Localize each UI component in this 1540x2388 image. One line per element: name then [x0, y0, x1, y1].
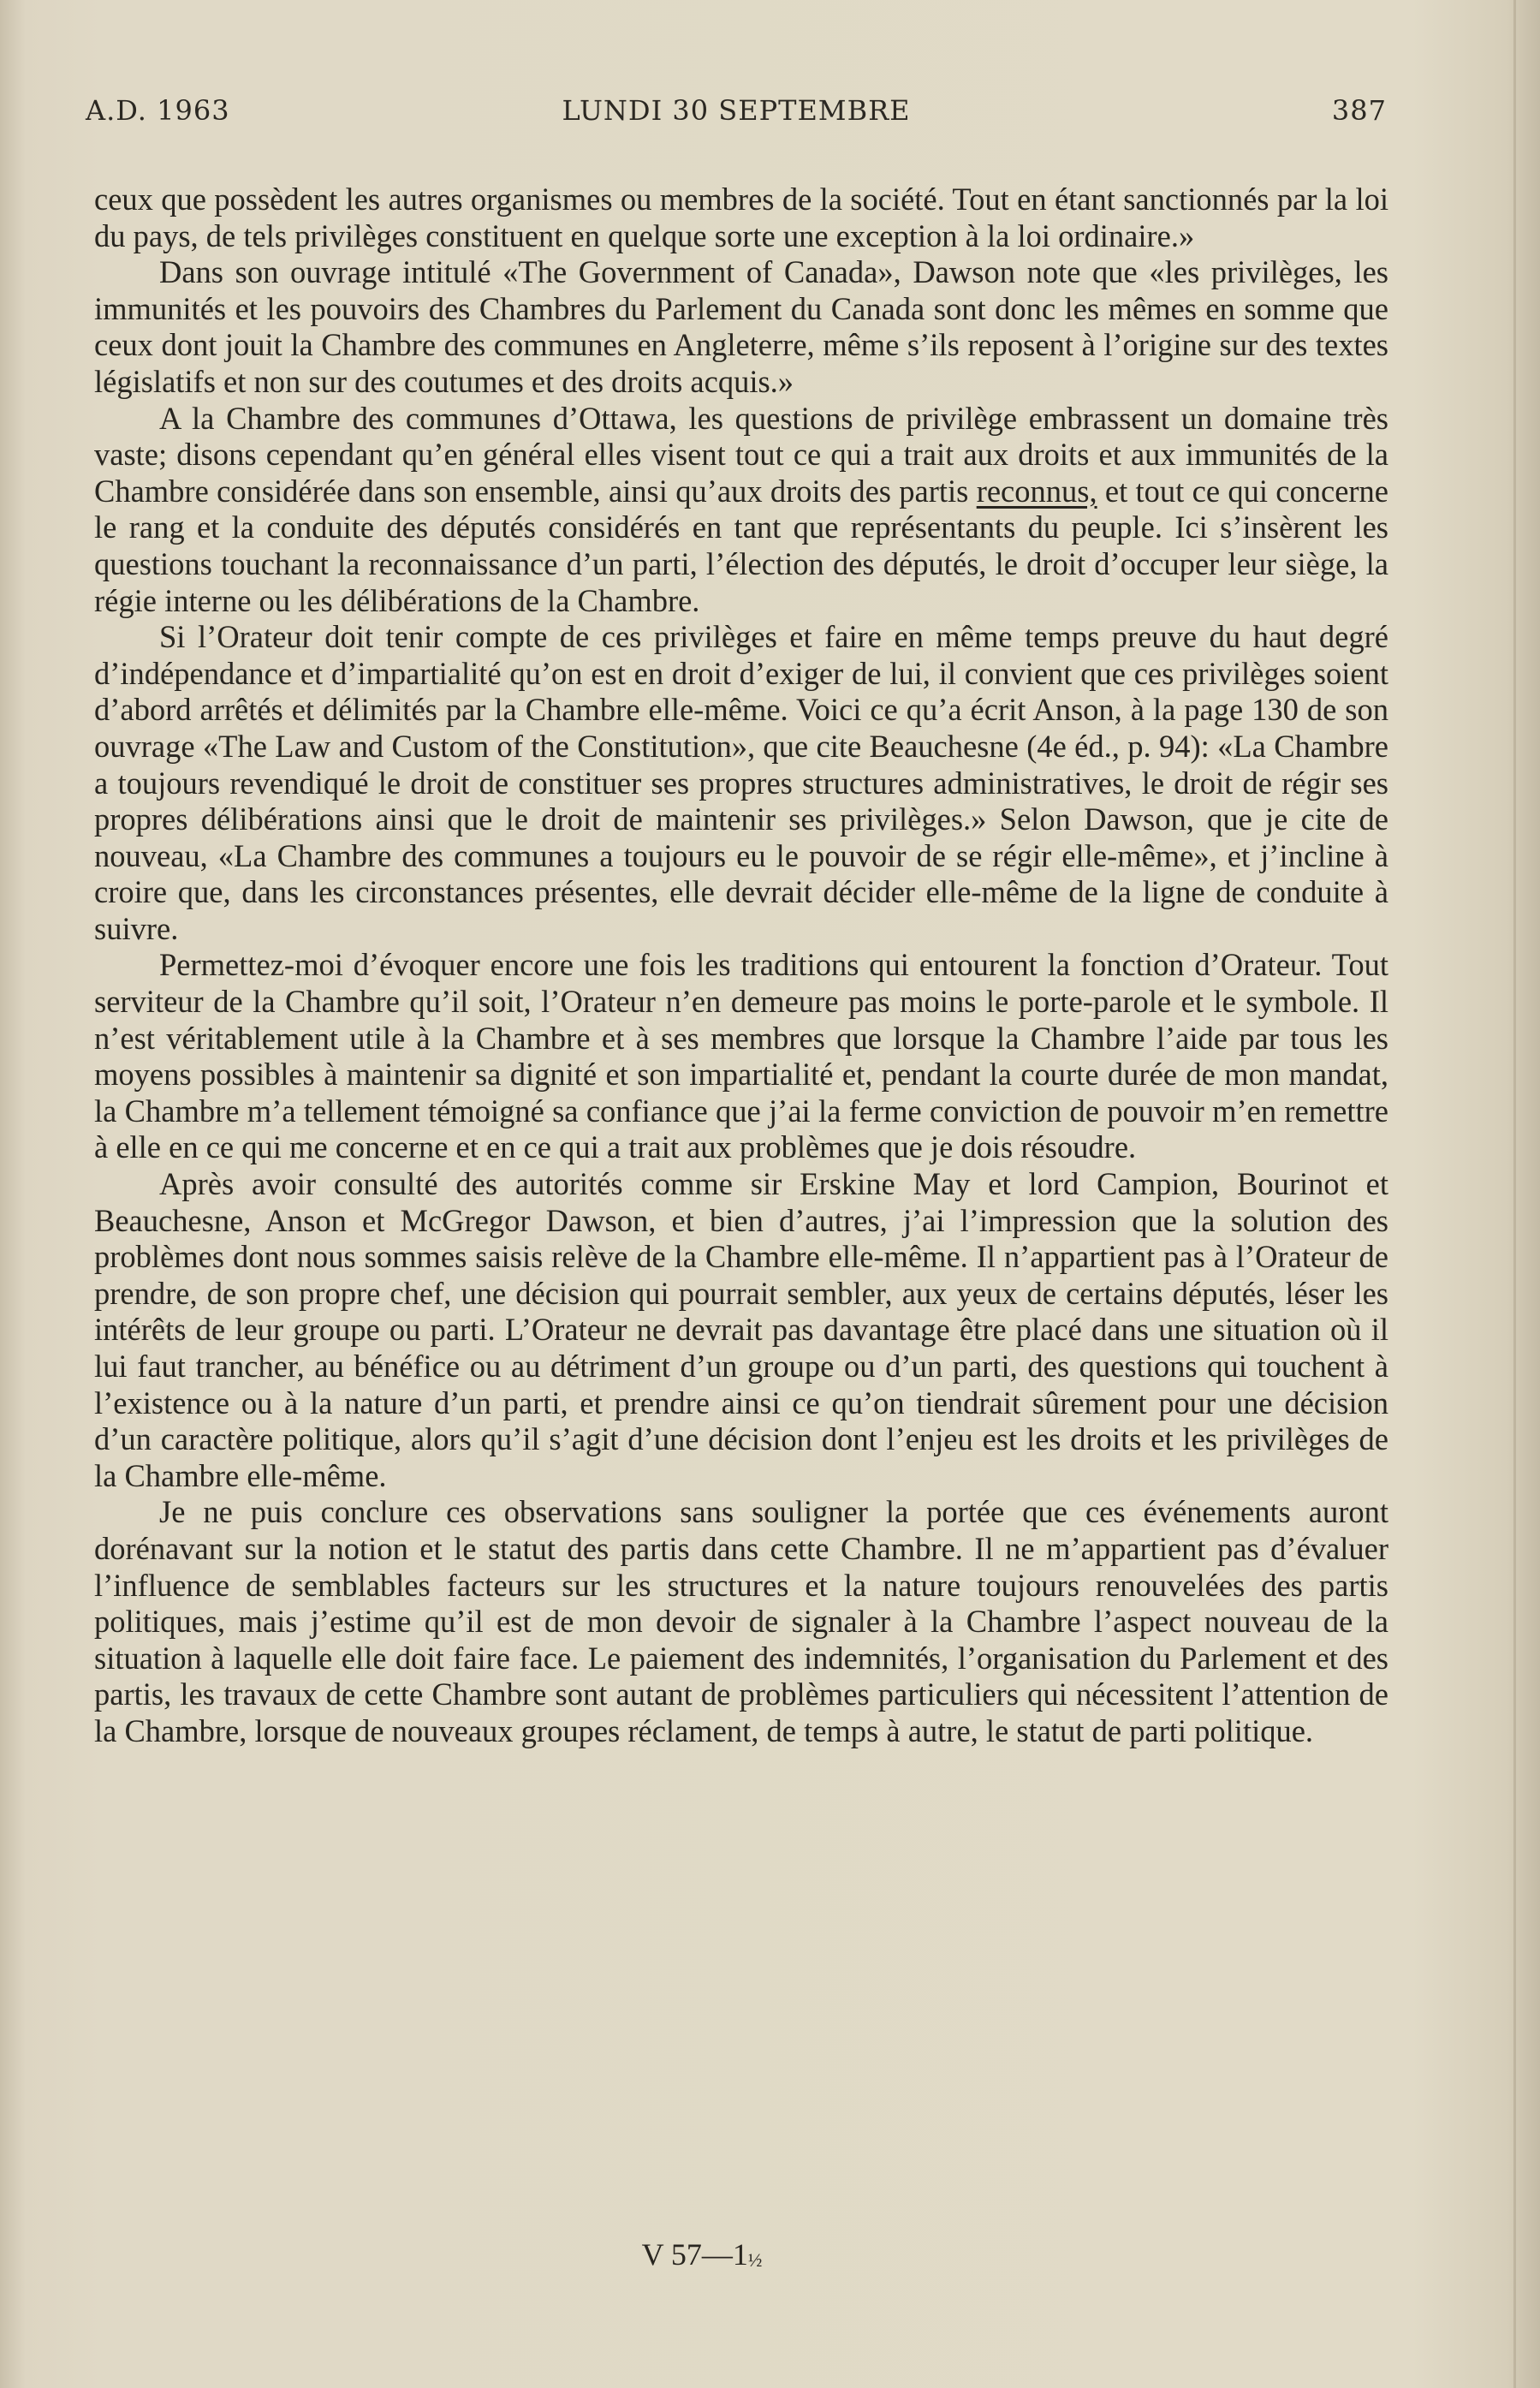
body-text: [94, 182, 1388, 1750]
footer-fraction: ½: [747, 2249, 763, 2271]
header-page-number: 387: [1331, 94, 1387, 127]
page-header: [86, 94, 1387, 137]
paragraph-4: Si l’Orateur doit tenir compte de ces privilèges et faire en même temps preuve du haut degré d’indépendance et d’impartialité qu’on est en droit d’exiger de lui, il convient que ces privilèges soient d’abord arrêtés et délimités par la Chambre elle-même. Voici ce qu’a écrit Anson, à la page 130 de son ouvrage «The Law and Custom of the Constitution», que cite Beauchesne (4e éd., p. 94): «La Chambre a toujours revendiqué le droit de constituer ses propres structures administratives, le droit de régir ses propres délibérations ainsi que le droit de maintenir ses privilèges.» Selon Dawson, que je cite de nouveau, «La Chambre des communes a toujours eu le pouvoir de se régir elle-même», et j’incline à croire que, dans les circonstances présentes, elle devrait décider elle-même de la ligne de conduite à suivre.: [94, 619, 1388, 946]
paragraph-1: ceux que possèdent les autres organismes ou membres de la société. Tout en étant sanctionnés par la loi du pays, de tels privilèges constituent en quelque sorte une exception à la loi ordinaire.»: [94, 182, 1388, 253]
paragraph-3-start: A la Chambre des communes d’Ottawa, les questions de privilège embrassent un domaine très vaste; disons cependant qu’en général elles visent tout ce qui a trait aux droits et aux immunités de la Chambre considérée dans son ensemble, ainsi qu’aux droits des partis: [94, 400, 1388, 509]
underlined-word: reconnus,: [976, 473, 1097, 509]
paragraph-3: [94, 401, 1388, 620]
footer-signature: V 57—1: [641, 2237, 748, 2272]
header-date: LUNDI 30 SEPTEMBRE: [562, 94, 911, 127]
paragraph-6: Après avoir consulté des autorités comme sir Erskine May et lord Campion, Bourinot et Beauchesne, Anson et McGregor Dawson, et bien d’autres, j’ai l’impression que la solution des problèmes dont nous sommes saisis relève de la Chambre elle-même. Il n’appartient pas à l’Orateur de prendre, de son propre chef, une décision qui pourrait sembler, aux yeux de certains députés, léser les intérêts de leur groupe ou parti. L’Orateur ne devrait pas davantage être placé dans une situation où il lui faut trancher, au bénéfice ou au détriment d’un groupe ou d’un parti, des questions qui touchent à l’existence ou à la nature d’un parti, et prendre ainsi ce qu’on tiendrait sûrement pour une décision d’un caractère politique, alors qu’il s’agit d’une décision dont l’enjeu est les droits et les privilèges de la Chambre elle-même.: [94, 1166, 1388, 1493]
paragraph-5: Permettez-moi d’évoquer encore une fois les traditions qui entourent la fonction d’Orateur. Tout serviteur de la Chambre qu’il soit, l’Orateur n’en demeure pas moins le porte-parole et le symbole. Il n’est véritablement utile à la Chambre et à ses membres que lorsque la Chambre l’aide par tous les moyens possibles à maintenir sa dignité et son impartialité et, pendant la courte durée de mon mandat, la Chambre m’a tellement témoigné sa confiance que j’ai la ferme conviction de pouvoir m’en remettre à elle en ce qui me concerne et en ce qui a trait aux problèmes que je dois résoudre.: [94, 947, 1388, 1165]
page-footer: [0, 2236, 1404, 2272]
header-year: A.D. 1963: [86, 94, 230, 127]
paragraph-2: Dans son ouvrage intitulé «The Government of Canada», Dawson note que «les privilèges, les immunités et les pouvoirs des Chambres du Parlement du Canada sont donc les mêmes en somme que ceux dont jouit la Chambre des communes en Angleterre, même s’ils reposent à l’origine sur des textes législatifs et non sur des coutumes et des droits acquis.»: [94, 254, 1388, 399]
paragraph-7: Je ne puis conclure ces observations sans souligner la portée que ces événements auront dorénavant sur la notion et le statut des partis dans cette Chambre. Il ne m’appartient pas d’évaluer l’influence de semblables facteurs sur les structures et la nature toujours renouvelées des partis politiques, mais j’estime qu’il est de mon devoir de signaler à la Chambre l’aspect nouveau de la situation à laquelle elle doit faire face. Le paiement des indemnités, l’organisation du Parlement et des partis, les travaux de cette Chambre sont autant de problèmes particuliers qui nécessitent l’attention de la Chambre, lorsque de nouveaux groupes réclament, de temps à autre, le statut de parti politique.: [94, 1494, 1388, 1748]
paragraph-3-end: et tout ce qui concerne le rang et la conduite des députés considérés en tant que représentants du peuple. Ici s’insèrent les questions touchant la reconnaissance d’un parti, l’élection des députés, le droit d’occuper leur siège, la régie interne ou les délibérations de la Chambre.: [94, 473, 1388, 618]
